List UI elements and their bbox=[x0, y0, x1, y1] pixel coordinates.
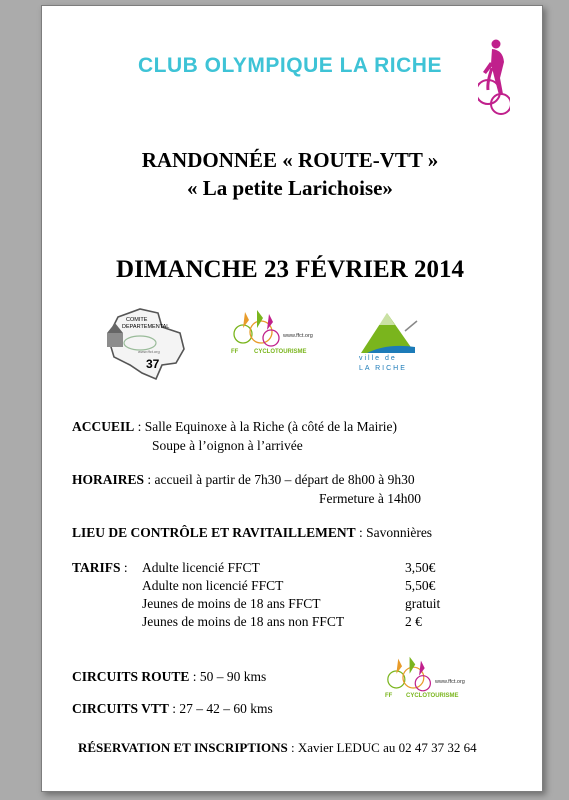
ffct-url: www.ffct.org bbox=[283, 333, 313, 339]
tarif-desc-2: Adulte non licencié FFCT bbox=[142, 578, 284, 593]
circuits-route-value: : 50 – 90 kms bbox=[189, 669, 267, 684]
controle-label: LIEU DE CONTRÔLE ET RAVITAILLEMENT bbox=[72, 525, 356, 540]
tarif-desc-3: Jeunes de moins de 18 ans FFCT bbox=[142, 596, 321, 611]
event-date: DIMANCHE 23 FÉVRIER 2014 bbox=[116, 256, 464, 283]
tarif-price-3: gratuit bbox=[405, 596, 441, 611]
flyer-page bbox=[41, 5, 543, 792]
comite-number: 37 bbox=[146, 357, 160, 371]
tarifs-heading bbox=[72, 560, 128, 576]
accueil-sep: : bbox=[134, 419, 145, 434]
circuits-vtt-value: : 27 – 42 – 60 kms bbox=[168, 701, 273, 716]
circuits-vtt-line bbox=[72, 701, 273, 717]
ffct-ff-bottom: FF bbox=[385, 693, 393, 699]
controle-value: : Savonnières bbox=[355, 525, 433, 540]
reservation-label: RÉSERVATION ET INSCRIPTIONS bbox=[78, 740, 288, 755]
reservation-value: : Xavier LEDUC au 02 47 37 32 64 bbox=[287, 740, 477, 755]
ville-line2: LA RICHE bbox=[359, 365, 407, 372]
horaires-times: : accueil à partir de 7h30 – départ de 8h00 à 9h30 bbox=[144, 472, 415, 487]
reservation-line bbox=[78, 740, 477, 756]
horaires-line2: Fermeture à 14h00 bbox=[319, 491, 421, 506]
club-name: CLUB OLYMPIQUE LA RICHE bbox=[138, 54, 442, 77]
circuits-route-label: CIRCUITS ROUTE bbox=[72, 669, 190, 684]
accueil-line2: Soupe à l’oignon à l’arrivée bbox=[152, 438, 303, 453]
ville-la-riche-logo bbox=[355, 303, 435, 377]
ffct-logo-bottom bbox=[385, 653, 475, 711]
ville-line1: ville de bbox=[359, 355, 397, 362]
tarif-price-2: 5,50€ bbox=[405, 578, 436, 593]
comite-line1: COMITE bbox=[126, 317, 148, 323]
tarifs-sep: : bbox=[120, 560, 128, 575]
comite-departemental-logo bbox=[104, 303, 190, 383]
event-title: RANDONNÉE « ROUTE-VTT » bbox=[141, 148, 439, 172]
controle-line bbox=[72, 525, 432, 541]
cyclist-icon bbox=[478, 38, 510, 116]
tarif-price-4: 2 € bbox=[405, 614, 422, 629]
circuits-route-line bbox=[72, 669, 266, 685]
accueil-line1 bbox=[72, 419, 397, 435]
ffct-ff: FF bbox=[231, 349, 239, 355]
ffct-url-bottom: www.ffct.org bbox=[435, 679, 465, 685]
accueil-label: ACCUEIL bbox=[72, 419, 135, 434]
tarifs-label: TARIFS bbox=[72, 560, 121, 575]
ffct-name-bottom: CYCLOTOURISME bbox=[406, 693, 459, 699]
comite-line2: DEPARTEMENTAL bbox=[122, 324, 170, 330]
ffct-logo bbox=[231, 306, 321, 368]
tarif-desc-4: Jeunes de moins de 18 ans non FFCT bbox=[142, 614, 345, 629]
tarif-price-1: 3,50€ bbox=[405, 560, 436, 575]
horaires-line1 bbox=[72, 472, 415, 488]
comite-url: www.ffct.org bbox=[138, 349, 160, 354]
horaires-label: HORAIRES bbox=[72, 472, 145, 487]
ffct-name: CYCLOTOURISME bbox=[254, 349, 307, 355]
tarif-desc-1: Adulte licencié FFCT bbox=[142, 560, 260, 575]
accueil-location: Salle Equinoxe à la Riche (à côté de la Mairie) bbox=[144, 419, 398, 434]
circuits-vtt-label: CIRCUITS VTT bbox=[72, 701, 169, 716]
event-subtitle: « La petite Larichoise» bbox=[187, 176, 393, 200]
